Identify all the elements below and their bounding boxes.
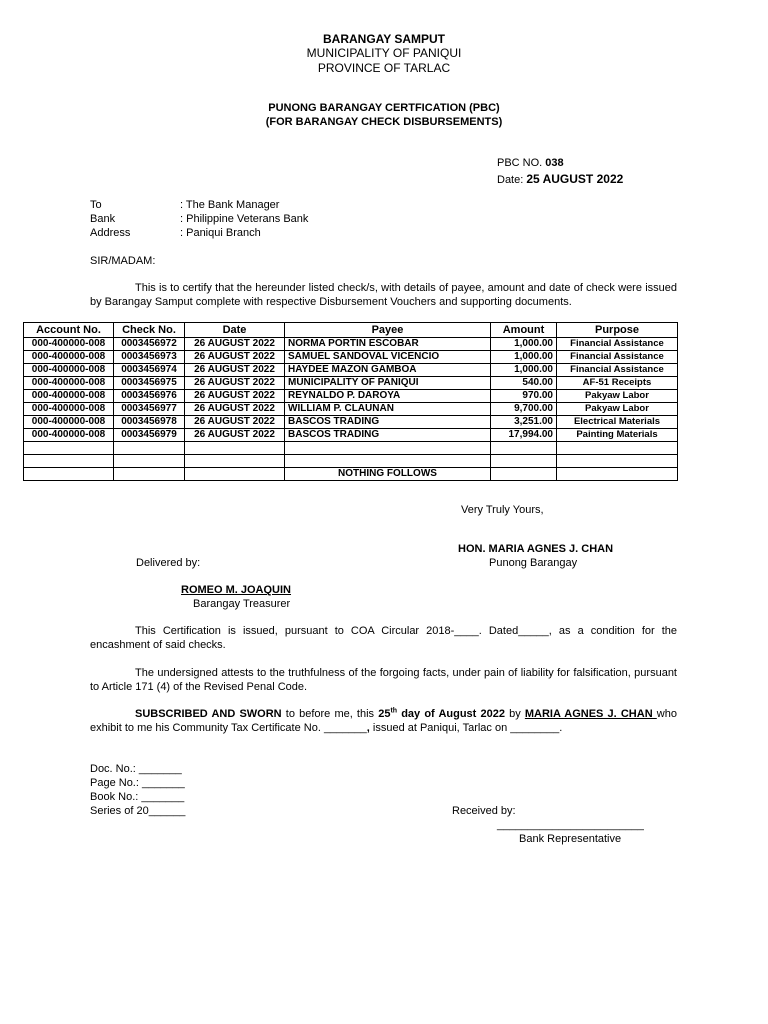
account-cell: 000-400000-008 [24, 390, 114, 403]
oath-affiant-name: MARIA AGNES J. CHAN [524, 708, 657, 720]
purpose-cell: Electrical Materials [557, 416, 678, 429]
column-header-amount: Amount [491, 323, 557, 338]
payee-cell: NORMA PORTIN ESCOBAR [285, 338, 491, 351]
purpose-cell: Pakyaw Labor [557, 390, 678, 403]
amount-cell: 9,700.00 [491, 403, 557, 416]
date-cell: 26 AUGUST 2022 [185, 403, 285, 416]
received-by-label: Received by: [452, 805, 516, 817]
oath-text-3: who exhibit to me his Community Tax Certificate No. _______ [90, 708, 677, 734]
signature-line: ________________________ [497, 819, 644, 831]
intro-paragraph [90, 282, 677, 310]
oath-subscribed: SUBSCRIBED AND SWORN [135, 708, 282, 720]
to-value: : The Bank Manager [180, 199, 280, 211]
address-value: : Paniqui Branch [180, 227, 261, 239]
date-cell: 26 AUGUST 2022 [185, 377, 285, 390]
treasurer-name: ROMEO M. JOAQUIN [181, 584, 292, 596]
amount-cell: 17,994.00 [491, 429, 557, 442]
nothing-follows-row [24, 468, 678, 481]
column-header-date: Date [185, 323, 285, 338]
date-cell: 26 AUGUST 2022 [185, 416, 285, 429]
check-cell: 0003456973 [114, 351, 185, 364]
empty-table-row [24, 455, 678, 468]
date-cell: 26 AUGUST 2022 [185, 338, 285, 351]
check-cell: 0003456972 [114, 338, 185, 351]
date-cell: 26 AUGUST 2022 [185, 390, 285, 403]
amount-cell: 1,000.00 [491, 338, 557, 351]
purpose-cell: Painting Materials [557, 429, 678, 442]
account-cell: 000-400000-008 [24, 429, 114, 442]
amount-cell: 540.00 [491, 377, 557, 390]
table-row [24, 429, 678, 442]
check-cell: 0003456976 [114, 390, 185, 403]
check-cell: 0003456977 [114, 403, 185, 416]
table-header-row [24, 323, 678, 338]
bank-label: Bank [90, 213, 116, 225]
pbc-number-value: 038 [545, 157, 564, 169]
table-row [24, 403, 678, 416]
payee-cell: SAMUEL SANDOVAL VICENCIO [285, 351, 491, 364]
payee-cell: BASCOS TRADING [285, 429, 491, 442]
oath-paragraph [90, 708, 677, 736]
payee-cell: BASCOS TRADING [285, 416, 491, 429]
table-row [24, 377, 678, 390]
amount-cell: 1,000.00 [491, 351, 557, 364]
municipality-name: MUNICIPALITY OF PANIQUI [306, 46, 462, 60]
payee-cell: WILLIAM P. CLAUNAN [285, 403, 491, 416]
empty-table-row [24, 442, 678, 455]
amount-cell: 1,000.00 [491, 364, 557, 377]
account-cell: 000-400000-008 [24, 377, 114, 390]
table-row [24, 351, 678, 364]
province-name: PROVINCE OF TARLAC [317, 61, 451, 75]
delivered-by-label: Delivered by: [136, 557, 201, 569]
account-cell: 000-400000-008 [24, 364, 114, 377]
account-cell: 000-400000-008 [24, 403, 114, 416]
salutation: SIR/MADAM: [90, 255, 156, 267]
attestation-text: The undersigned attests to the truthfulness of the forgoing facts, under pain of liability for falsification, pursuant to Article 171 (4) of the Revised Penal Code. [90, 667, 677, 693]
table-row [24, 416, 678, 429]
payee-cell: REYNALDO P. DAROYA [285, 390, 491, 403]
oath-text-2: by [504, 708, 525, 720]
document-title: PUNONG BARANGAY CERTFICATION (PBC) [268, 102, 500, 114]
account-cell: 000-400000-008 [24, 338, 114, 351]
attestation-paragraph [90, 667, 677, 695]
bank-representative-title: Bank Representative [519, 833, 622, 845]
address-label: Address [90, 227, 131, 239]
pbc-date [497, 172, 623, 188]
signatory-name: HON. MARIA AGNES J. CHAN [458, 543, 614, 555]
oath-day-suffix: th [390, 707, 398, 715]
purpose-cell: Pakyaw Labor [557, 403, 678, 416]
book-no: Book No.: _______ [90, 791, 185, 803]
account-cell: 000-400000-008 [24, 416, 114, 429]
date-cell: 26 AUGUST 2022 [185, 351, 285, 364]
check-cell: 0003456975 [114, 377, 185, 390]
intro-text: This is to certify that the hereunder listed check/s, with details of payee, amount and date of check were issued by Barangay Samput complete with respective Disbursement Vouchers and supporting documents. [90, 282, 677, 308]
column-header-check: Check No. [114, 323, 185, 338]
purpose-cell: Financial Assistance [557, 351, 678, 364]
purpose-cell: AF-51 Receipts [557, 377, 678, 390]
purpose-cell: Financial Assistance [557, 364, 678, 377]
date-cell: 26 AUGUST 2022 [185, 364, 285, 377]
oath-text-1: to before me, this [281, 708, 379, 720]
page-no: Page No.: _______ [90, 777, 185, 789]
pbc-date-label: Date: [497, 174, 527, 186]
signatory-title: Punong Barangay [489, 557, 578, 569]
nothing-follows-text: NOTHING FOLLOWS [285, 468, 491, 481]
barangay-name: BARANGAY SAMPUT [322, 32, 445, 46]
table-row [24, 390, 678, 403]
column-header-payee: Payee [285, 323, 491, 338]
date-cell: 26 AUGUST 2022 [185, 429, 285, 442]
oath-text-4: issued at Paniqui, Tarlac on ________. [369, 721, 563, 734]
amount-cell: 3,251.00 [491, 416, 557, 429]
document-subtitle: (FOR BARANGAY CHECK DISBURSEMENTS) [265, 116, 503, 128]
amount-cell: 970.00 [491, 390, 557, 403]
pbc-date-value: 25 AUGUST 2022 [526, 172, 624, 186]
series-no: Series of 20______ [90, 805, 186, 817]
closing-salutation: Very Truly Yours, [461, 504, 544, 516]
checks-table [23, 322, 678, 481]
treasurer-title: Barangay Treasurer [193, 598, 291, 610]
check-cell: 0003456978 [114, 416, 185, 429]
payee-cell: HAYDEE MAZON GAMBOA [285, 364, 491, 377]
doc-no: Doc. No.: _______ [90, 763, 182, 775]
column-header-purpose: Purpose [557, 323, 678, 338]
table-row [24, 338, 678, 351]
oath-month-year: day of August 2022 [397, 708, 505, 720]
purpose-cell: Financial Assistance [557, 338, 678, 351]
bank-value: : Philippine Veterans Bank [180, 213, 309, 225]
pbc-number [497, 157, 564, 171]
certification-text: This Certification is issued, pursuant to COA Circular 2018-____. Dated_____, as a condition for the encashment of said checks. [90, 625, 677, 651]
column-header-account: Account No. [24, 323, 114, 338]
oath-day: 25 [378, 708, 391, 720]
pbc-number-label: PBC NO. [497, 157, 546, 169]
check-cell: 0003456979 [114, 429, 185, 442]
payee-cell: MUNICIPALITY OF PANIQUI [285, 377, 491, 390]
certification-paragraph [90, 625, 677, 653]
oath-comma: , [366, 721, 370, 734]
check-cell: 0003456974 [114, 364, 185, 377]
account-cell: 000-400000-008 [24, 351, 114, 364]
table-row [24, 364, 678, 377]
to-label: To [90, 199, 102, 211]
